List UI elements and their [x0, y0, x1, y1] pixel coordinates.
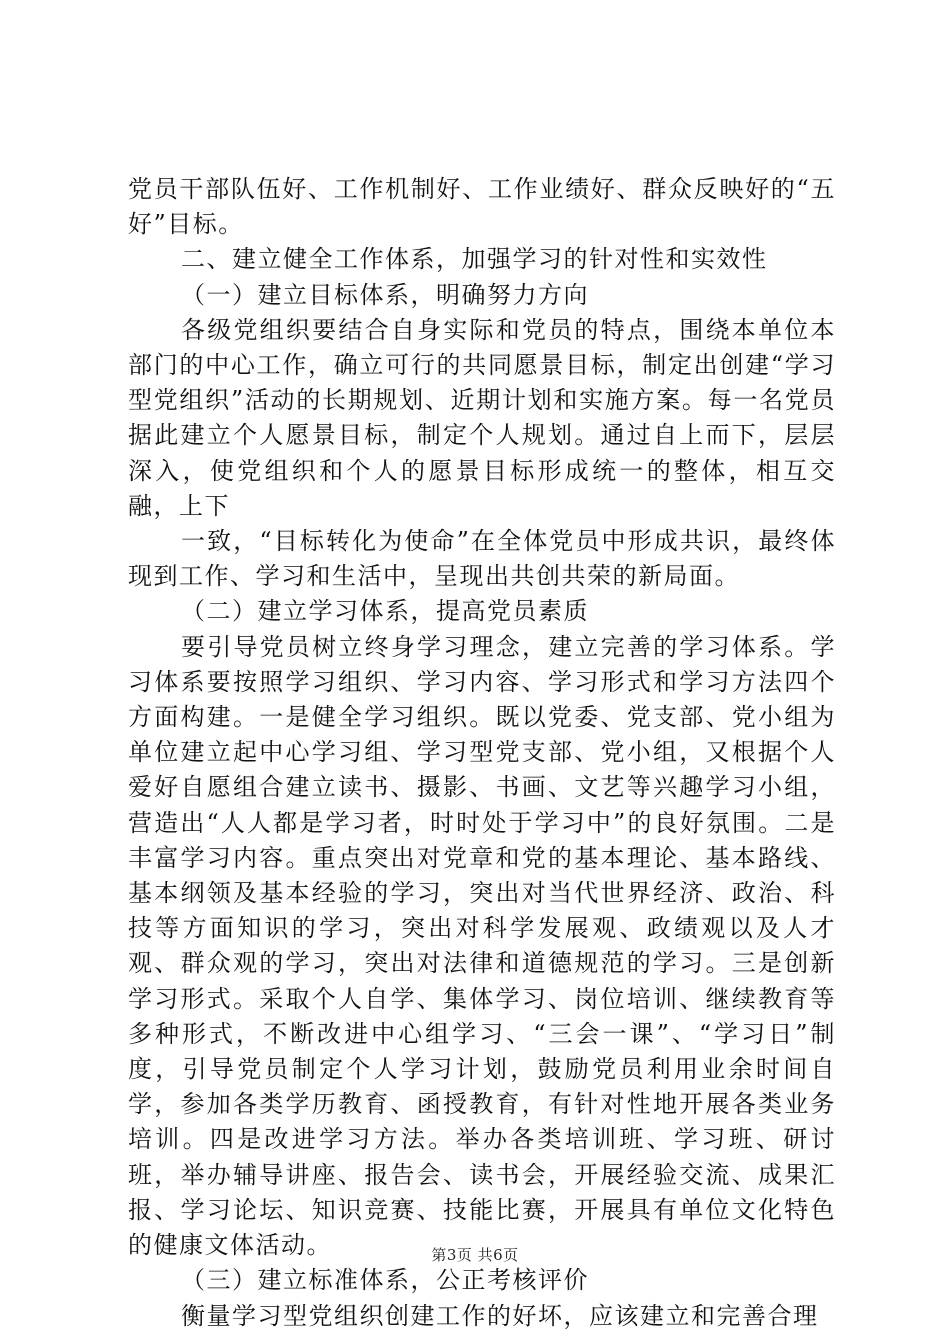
- subsection-heading-3: （三）建立标准体系，公正考核评价: [181, 1266, 589, 1295]
- page-number-footer: 第3页 共6页: [431, 1246, 519, 1264]
- paragraph-five-goals: 党员干部队伍好、工作机制好、工作业绩好、群众反映好的“五好”目标。: [128, 175, 836, 239]
- paragraph-goal-mission: 一致，“目标转化为使命”在全体党员中形成共识，最终体现到工作、学习和生活中，呈现出共创共荣的新局面。: [128, 527, 836, 591]
- paragraph-goal-system: 各级党组织要结合自身实际和党员的特点，围绕本单位本部门的中心工作，确立可行的共同愿景目标，制定出创建“学习型党组织”活动的长期规划、近期计划和实施方案。每一名党员据此建立个人愿景目标，制定个人规划。通过自上而下，层层深入，使党组织和个人的愿景目标形成统一的整体，相互交融，上下: [128, 315, 836, 520]
- paragraph-standard-system: 衡量学习型党组织创建工作的好坏，应该建立和完善合理: [181, 1301, 819, 1330]
- document-body: [128, 172, 836, 1334]
- subsection-heading-2: （二）建立学习体系，提高党员素质: [181, 597, 589, 626]
- section-heading-2: 二、建立健全工作体系，加强学习的针对性和实效性: [181, 245, 768, 274]
- paragraph-learning-system: 要引导党员树立终身学习理念，建立完善的学习体系。学习体系要按照学习组织、学习内容、学习形式和学习方法四个方面构建。一是健全学习组织。既以党委、党支部、党小组为单位建立起中心学习组、学习型党支部、党小组，又根据个人爱好自愿组合建立读书、摄影、书画、文艺等兴趣学习小组，营造出“人人都是学习者，时时处于学习中”的良好氛围。二是丰富学习内容。重点突出对党章和党的基本理论、基本路线、基本纲领及基本经验的学习，突出对当代世界经济、政治、科技等方面知识的学习，突出对科学发展观、政绩观以及人才观、群众观的学习，突出对法律和道德规范的学习。三是创新学习形式。采取个人自学、集体学习、岗位培训、继续教育等多种形式，不断改进中心组学习、“三会一课”、“学习日”制度，引导党员制定个人学习计划，鼓励党员利用业余时间自学，参加各类学历教育、函授教育，有针对性地开展各类业务培训。四是改进学习方法。举办各类培训班、学习班、研讨班，举办辅导讲座、报告会、读书会，开展经验交流、成果汇报、学习论坛、知识竞赛、技能比赛，开展具有单位文化特色的健康文体活动。: [128, 632, 836, 1260]
- subsection-heading-1: （一）建立目标体系，明确努力方向: [181, 280, 589, 309]
